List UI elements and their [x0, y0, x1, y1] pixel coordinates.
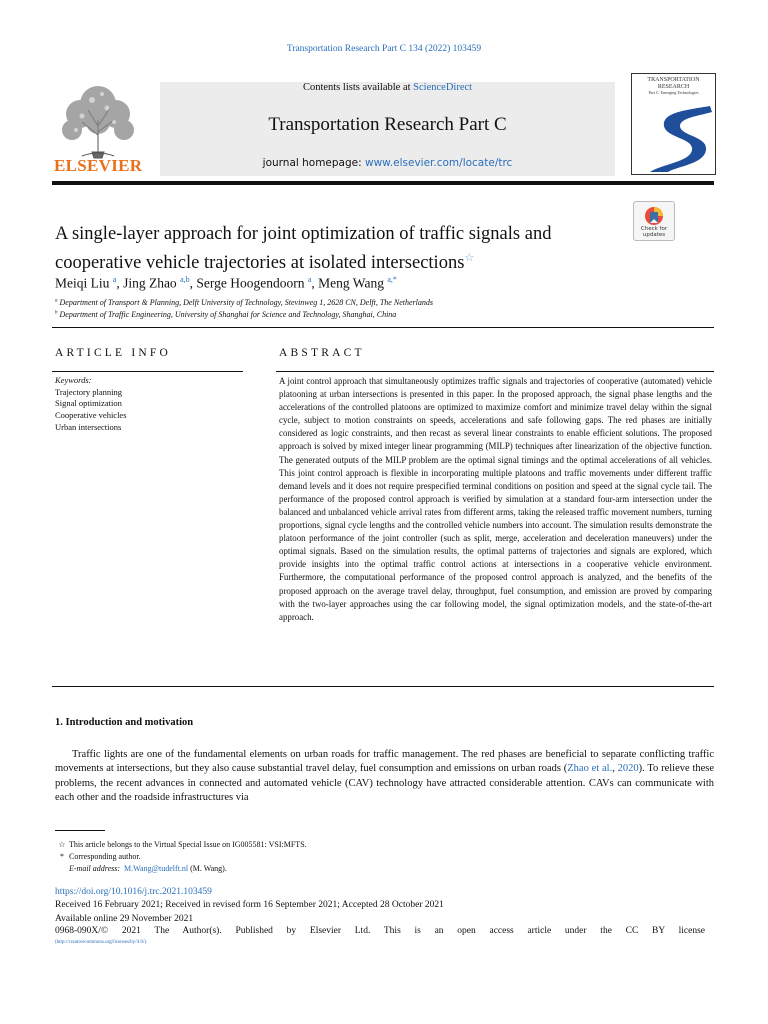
keyword-item: Signal optimization	[55, 398, 122, 409]
homepage-prefix: journal homepage:	[262, 157, 365, 169]
section-heading: 1. Introduction and motivation	[55, 717, 194, 728]
affiliation-mark: a	[55, 298, 58, 304]
keyword-item: Trajectory planning	[55, 386, 122, 397]
email-link[interactable]: M.Wang@tudelft.nl	[124, 864, 189, 873]
footnote-email	[55, 864, 227, 873]
citation-link[interactable]: Zhao et al.	[567, 763, 613, 775]
abstract-text: A joint control approach that simultaneously optimizes traffic signals and trajectories of cooperative (automated) vehicle platooning at urban intersections is presented in this paper. In the proposed approach, the signal phase lengths and the accelerations of the controlled platoons are optimized to maximize comfort and minimize travel delay within the signal cycle, subject to motion constraints on speeds, accelerations and safe following gaps. The red phases are initially considered as logic constraints, and then recast as several linear constraints to enable efficient solutions. The proposed approach is solved by mixed integer linear programming (MILP) techniques after linearization of the objective function. The generated outputs of the MILP problem are the optimal signal timings and the optimal accelerations of all vehicles. This joint control approach is flexible in incorporating multiple platoons and traffic movements under different traffic demand levels and it does not require prespecified terminal conditions on position and speed at the signal cycle tail. The performance of the proposed control approach is verified by simulation at a standard four-arm intersection under the balanced and unbalanced vehicle arrival rates from different arms, taking the released traffic movement numbers, turning proportions, signal cycle lengths and the controlled vehicle numbers into account. The simulation results demonstrate the platoon performance of the joint controller (such as split, merge, acceleration and deceleration maneuvers) under the optimal signals. Based on the simulation results, the optimal patterns of trajectories and signals are explored, which provide insights into the optimal traffic control actions at intersections in a cooperative vehicle environment. Furthermore, the computational performance of the proposed control approach is analyzed, and the benefits of the proposed approach on the average travel delay, throughput, fuel consumption, and emission are proved by comparing with the two-layer approaches using the car following model, the signal optimization models, and the state-of-the-art approach.	[279, 376, 712, 622]
journal-title: Transportation Research Part C	[268, 114, 507, 135]
doi-link[interactable]: https://doi.org/10.1016/j.trc.2021.103459	[55, 887, 212, 897]
keywords-label: Keywords:	[55, 375, 92, 385]
check-for-updates-button[interactable]	[633, 201, 675, 241]
abstract-heading: ABSTRACT	[279, 347, 365, 359]
article-info-heading: ARTICLE INFO	[55, 347, 171, 359]
cover-road-graphic	[632, 74, 715, 174]
footnote-star-text: This article belongs to the Virtual Special Issue on IG005581: VSI:MFTS.	[69, 840, 307, 849]
footnote-corr-text: Corresponding author.	[69, 852, 141, 861]
email-suffix: (M. Wang).	[190, 864, 227, 873]
footnote-star-mark: ☆	[58, 840, 66, 849]
citation-year-link[interactable]: 2020	[617, 763, 639, 775]
intro-text-part-1: Traffic lights are one of the fundamental elements on urban roads for traffic management. The red phases are beneficial to separate conflicting traffic movements at intersections, but they also cause substantial travel delay, fuel consumption and emissions on urban roads (	[55, 749, 714, 775]
contents-line	[160, 82, 615, 93]
article-title	[55, 222, 625, 275]
author-name: Meiqi Liu	[55, 275, 110, 291]
footnote-rule	[55, 830, 105, 831]
received-dates: Received 16 February 2021; Received in revised form 16 September 2021; Accepted 28 October 2021	[55, 900, 444, 910]
abstract-bottom-rule	[52, 686, 714, 687]
journal-citation[interactable]: Transportation Research Part C 134 (2022) 103459	[286, 44, 482, 54]
abstract-rule	[276, 371, 714, 372]
affiliation-text: Department of Transport & Planning, Delft University of Technology, Stevinweg 1, 2628 CN, Delft, The Netherlands	[59, 298, 433, 307]
journal-homepage-link[interactable]: www.elsevier.com/locate/trc	[365, 157, 513, 169]
footnote-corresponding	[55, 852, 141, 861]
sciencedirect-link[interactable]: ScienceDirect	[413, 82, 473, 93]
author-affil-mark[interactable]: a,b	[180, 275, 190, 284]
author-affil-mark[interactable]: a	[112, 275, 117, 284]
cover-subtitle: Part C: Emerging Technologies	[648, 90, 699, 95]
journal-homepage-line	[160, 157, 615, 169]
footnote-corr-mark: *	[60, 852, 64, 861]
check-updates-label: Check for updates	[640, 226, 668, 238]
elsevier-wordmark: ELSEVIER	[54, 156, 143, 175]
keyword-item: Cooperative vehicles	[55, 410, 127, 421]
contents-prefix: Contents lists available at	[302, 82, 414, 93]
journal-cover-thumbnail[interactable]	[631, 73, 716, 175]
author-affil-mark[interactable]: a,*	[387, 275, 397, 284]
license-statement: 0968-090X/© 2021 The Author(s). Published by Elsevier Ltd. This is an open access article under the CC BY license	[55, 926, 705, 936]
affiliation-text: Department of Traffic Engineering, University of Shanghai for Science and Technology, Shanghai, China	[59, 310, 397, 319]
affiliation-b	[55, 310, 396, 319]
keyword-item: Urban intersections	[55, 421, 122, 432]
affiliation-a	[55, 298, 433, 307]
affiliation-mark: b	[55, 310, 58, 316]
author-name: Jing Zhao	[123, 275, 177, 291]
article-info-rule	[52, 371, 243, 372]
email-label: E-mail address:	[69, 864, 121, 873]
keywords-block	[55, 375, 127, 434]
title-line-2: cooperative vehicle trajectories at isolated intersections	[55, 253, 465, 274]
title-line-1: A single-layer approach for joint optimization of traffic signals and	[55, 224, 552, 244]
intro-paragraph	[55, 748, 714, 805]
title-footnote-star[interactable]: ☆	[464, 252, 475, 264]
affiliation-rule	[52, 327, 714, 328]
author-list: Meiqi Liu $^a$, Jing Zhao $^{a,b}$, Serge Hoogendoorn $^a$, Meng Wang $^{a,*}$	[55, 275, 397, 291]
header-rule	[52, 181, 714, 185]
author-affil-mark[interactable]: a	[307, 275, 312, 284]
citation-separator: ,	[612, 763, 618, 775]
author-name: Meng Wang	[318, 275, 384, 291]
author-name: Serge Hoogendoorn	[196, 275, 305, 291]
available-online-date: Available online 29 November 2021	[55, 914, 194, 924]
footnote-special-issue	[55, 840, 307, 849]
intro-text-part-2: ). To relieve these problems, the recent advances in connected and automated vehicle (CAV) technology have attracted considerable attention. CAVs can communicate with each other and the roadside infrastructures via	[55, 763, 715, 803]
cover-title: TRANSPORTATION RESEARCH	[647, 77, 700, 90]
license-url-link[interactable]: (http://creativecommons.org/licenses/by/4.0/).	[55, 940, 148, 945]
